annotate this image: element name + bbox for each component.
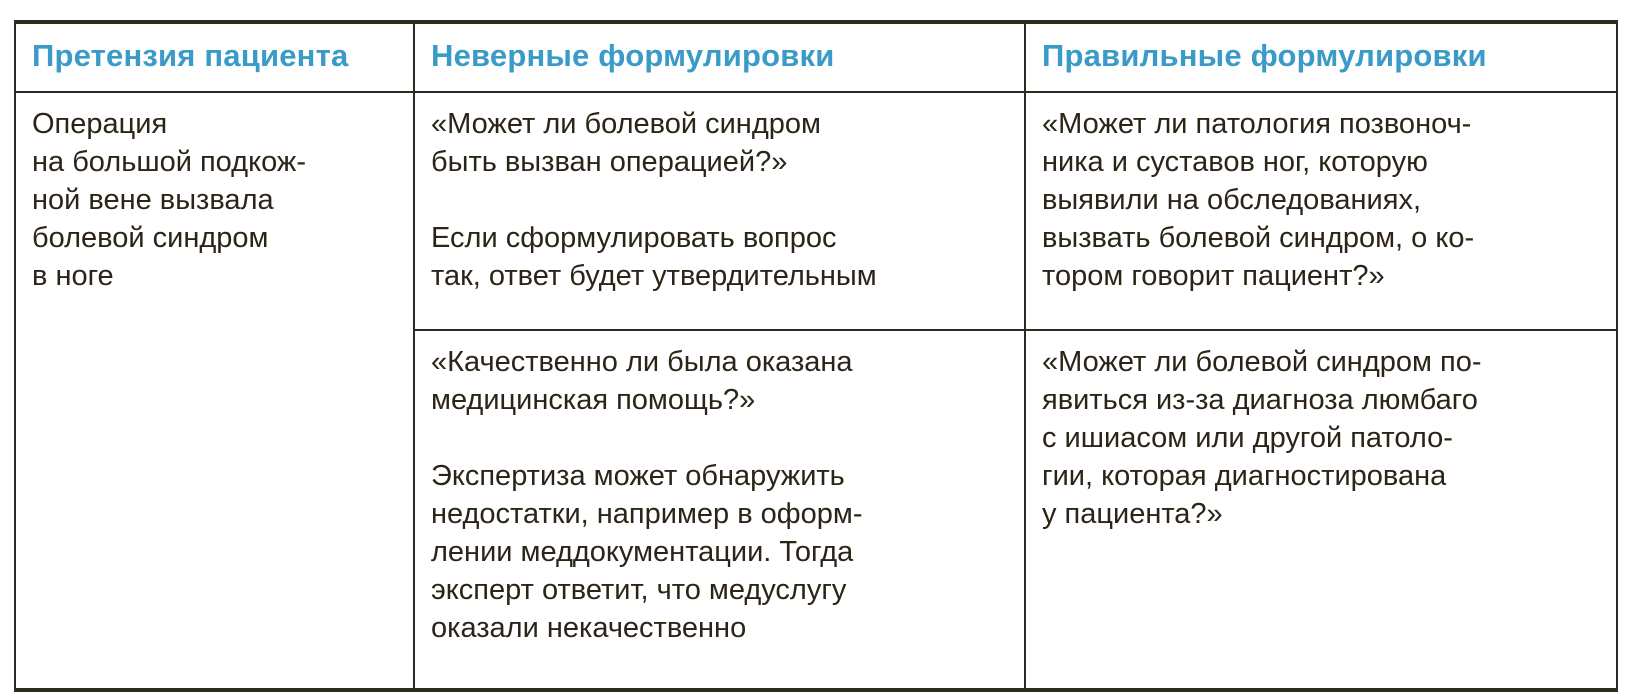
table-header-row	[15, 22, 1617, 92]
paragraph: «Может ли болевой синдром по- явиться из-за диагноза люмбаго с ишиасом или другой патоло- гии, которая диагностирована у пациента?»	[1042, 346, 1482, 530]
header-cell-correct-wordings: Правильные формулировки	[1025, 22, 1617, 92]
cell-wrong-wording-2	[414, 330, 1025, 690]
paragraph: Операция на большой подкож- ной вене вызвала болевой синдром в ноге	[32, 108, 306, 292]
paragraph: Если сформулировать вопрос так, ответ будет утвердительным	[431, 222, 877, 292]
cell-correct-wording-1	[1025, 92, 1617, 330]
cell-correct-wording-2	[1025, 330, 1617, 690]
paragraph: Экспертиза может обнаружить недостатки, например в оформ- лении меддокументации. Тогда эксперт ответит, что медуслугу оказали некачественно	[431, 460, 863, 644]
paragraph: «Может ли болевой синдром быть вызван операцией?»	[431, 108, 821, 178]
header-cell-patient-claim: Претензия пациента	[15, 22, 414, 92]
table-row	[15, 92, 1617, 330]
cell-wrong-wording-1	[414, 92, 1025, 330]
header-cell-wrong-wordings: Неверные формулировки	[414, 22, 1025, 92]
cell-patient-claim	[15, 92, 414, 690]
claim-wording-comparison-table	[14, 20, 1618, 692]
paragraph: «Качественно ли была оказана медицинская помощь?»	[431, 346, 853, 416]
paragraph: «Может ли патология позвоноч- ника и суставов ног, которую выявили на обследованиях, вызвать болевой синдром, о ко- тором говорит пациент?»	[1042, 108, 1475, 292]
